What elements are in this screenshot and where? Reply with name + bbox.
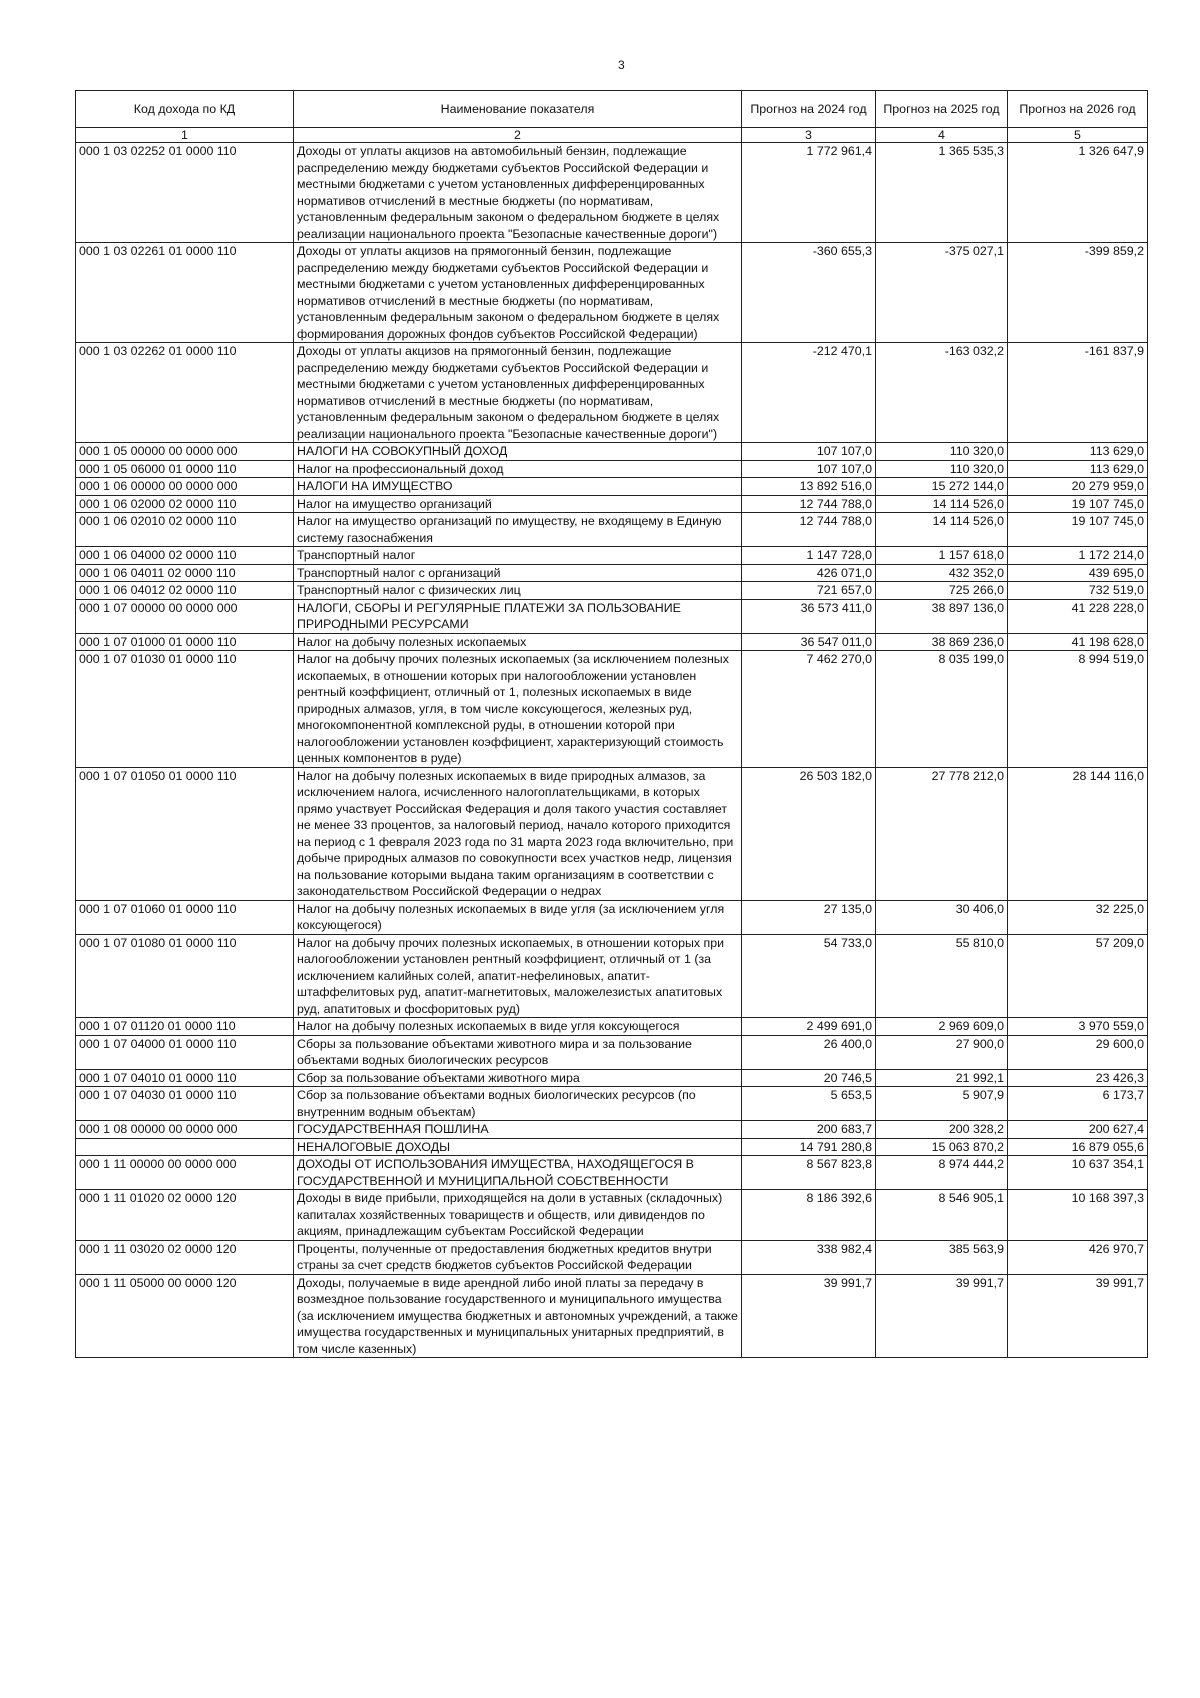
row-value-2025: 385 563,9 bbox=[876, 1240, 1008, 1274]
row-value-2024: 107 107,0 bbox=[742, 443, 876, 461]
table-row bbox=[76, 513, 1148, 547]
row-code: 000 1 06 04012 02 0000 110 bbox=[76, 582, 294, 600]
row-name: Сбор за пользование объектами водных биологических ресурсов (по внутренним водным объектам) bbox=[294, 1087, 742, 1121]
row-code: 000 1 06 04011 02 0000 110 bbox=[76, 564, 294, 582]
row-value-2025: 1 157 618,0 bbox=[876, 547, 1008, 565]
table-row bbox=[76, 934, 1148, 1018]
table-row bbox=[76, 599, 1148, 633]
row-value-2024: 26 400,0 bbox=[742, 1035, 876, 1069]
row-code: 000 1 07 04030 01 0000 110 bbox=[76, 1087, 294, 1121]
column-number: 3 bbox=[742, 128, 876, 143]
row-value-2025: 1 365 535,3 bbox=[876, 143, 1008, 243]
row-value-2026: 10 168 397,3 bbox=[1008, 1190, 1148, 1241]
column-number: 5 bbox=[1008, 128, 1148, 143]
row-value-2024: 12 744 788,0 bbox=[742, 495, 876, 513]
row-value-2024: 1 147 728,0 bbox=[742, 547, 876, 565]
row-name: Доходы, получаемые в виде арендной либо иной платы за передачу в возмездное пользование государственного и муниципального имущества (за исключением имущества бюджетных и автономных учреждений, а также имущества государственных и муниципальных унитарных предприятий, в том числе казенных) bbox=[294, 1274, 742, 1358]
table-row bbox=[76, 651, 1148, 768]
row-value-2025: 38 897 136,0 bbox=[876, 599, 1008, 633]
row-value-2025: 14 114 526,0 bbox=[876, 513, 1008, 547]
row-value-2024: 39 991,7 bbox=[742, 1274, 876, 1358]
row-value-2026: 29 600,0 bbox=[1008, 1035, 1148, 1069]
table-row bbox=[76, 143, 1148, 243]
row-code: 000 1 08 00000 00 0000 000 bbox=[76, 1121, 294, 1139]
row-value-2026: -399 859,2 bbox=[1008, 243, 1148, 343]
table-row bbox=[76, 900, 1148, 934]
row-value-2024: 7 462 270,0 bbox=[742, 651, 876, 768]
row-value-2025: 38 869 236,0 bbox=[876, 633, 1008, 651]
row-value-2026: 113 629,0 bbox=[1008, 443, 1148, 461]
row-value-2026: 28 144 116,0 bbox=[1008, 767, 1148, 900]
row-code: 000 1 05 00000 00 0000 000 bbox=[76, 443, 294, 461]
row-code: 000 1 07 01000 01 0000 110 bbox=[76, 633, 294, 651]
row-name: Доходы от уплаты акцизов на прямогонный бензин, подлежащие распределению между бюджетами субъектов Российской Федерации и местными бюджетами с учетом установленных дифференцированных нормативов отчислений в местные бюджеты (по нормативам, установленным федеральным законом о федеральном бюджете в целях реализации национального проекта "Безопасные качественные дороги") bbox=[294, 343, 742, 443]
row-code: 000 1 06 04000 02 0000 110 bbox=[76, 547, 294, 565]
row-value-2024: 27 135,0 bbox=[742, 900, 876, 934]
row-value-2025: 55 810,0 bbox=[876, 934, 1008, 1018]
row-value-2025: 200 328,2 bbox=[876, 1121, 1008, 1139]
row-value-2026: 1 326 647,9 bbox=[1008, 143, 1148, 243]
row-value-2026: 10 637 354,1 bbox=[1008, 1156, 1148, 1190]
table-row bbox=[76, 1240, 1148, 1274]
row-name: Доходы от уплаты акцизов на автомобильный бензин, подлежащие распределению между бюджетами субъектов Российской Федерации и местными бюджетами с учетом установленных дифференцированных нормативов отчислений в местные бюджеты (по нормативам, установленным федеральным законом о федеральном бюджете в целях реализации национального проекта "Безопасные качественные дороги") bbox=[294, 143, 742, 243]
row-value-2025: 432 352,0 bbox=[876, 564, 1008, 582]
row-name: Налог на добычу прочих полезных ископаемых (за исключением полезных ископаемых, в отношении которых при налогообложении установлен рентный коэффициент, отличный от 1, полезных ископаемых в виде природных алмазов, угля, в том числе коксующегося, железных руд, многокомпонентной комплексной руды, в отношении которой при налогообложении установлен коэффициент, характеризующий стоимость ценных компонентов в руде) bbox=[294, 651, 742, 768]
row-code: 000 1 07 01030 01 0000 110 bbox=[76, 651, 294, 768]
row-value-2026: 16 879 055,6 bbox=[1008, 1138, 1148, 1156]
row-value-2026: 1 172 214,0 bbox=[1008, 547, 1148, 565]
row-value-2025: 8 035 199,0 bbox=[876, 651, 1008, 768]
table-row bbox=[76, 582, 1148, 600]
row-value-2025: 15 063 870,2 bbox=[876, 1138, 1008, 1156]
row-code: 000 1 07 01120 01 0000 110 bbox=[76, 1018, 294, 1036]
row-value-2025: -375 027,1 bbox=[876, 243, 1008, 343]
row-value-2026: 19 107 745,0 bbox=[1008, 513, 1148, 547]
row-value-2024: -212 470,1 bbox=[742, 343, 876, 443]
table-row bbox=[76, 460, 1148, 478]
row-value-2026: 426 970,7 bbox=[1008, 1240, 1148, 1274]
row-code bbox=[76, 1138, 294, 1156]
row-value-2026: 113 629,0 bbox=[1008, 460, 1148, 478]
column-number: 2 bbox=[294, 128, 742, 143]
row-name: Налог на добычу полезных ископаемых bbox=[294, 633, 742, 651]
row-code: 000 1 11 03020 02 0000 120 bbox=[76, 1240, 294, 1274]
table-row bbox=[76, 1018, 1148, 1036]
column-number-row bbox=[76, 128, 1148, 143]
row-value-2025: 39 991,7 bbox=[876, 1274, 1008, 1358]
row-code: 000 1 07 01060 01 0000 110 bbox=[76, 900, 294, 934]
row-name: Налог на добычу полезных ископаемых в виде угля коксующегося bbox=[294, 1018, 742, 1036]
table-row bbox=[76, 1069, 1148, 1087]
row-name: Транспортный налог bbox=[294, 547, 742, 565]
row-value-2025: 27 900,0 bbox=[876, 1035, 1008, 1069]
row-value-2026: -161 837,9 bbox=[1008, 343, 1148, 443]
row-value-2024: 5 653,5 bbox=[742, 1087, 876, 1121]
row-value-2026: 19 107 745,0 bbox=[1008, 495, 1148, 513]
row-code: 000 1 03 02252 01 0000 110 bbox=[76, 143, 294, 243]
row-value-2024: 338 982,4 bbox=[742, 1240, 876, 1274]
row-name: НАЛОГИ НА СОВОКУПНЫЙ ДОХОД bbox=[294, 443, 742, 461]
row-code: 000 1 07 01050 01 0000 110 bbox=[76, 767, 294, 900]
row-value-2025: 8 546 905,1 bbox=[876, 1190, 1008, 1241]
row-value-2024: 14 791 280,8 bbox=[742, 1138, 876, 1156]
row-value-2025: 14 114 526,0 bbox=[876, 495, 1008, 513]
row-code: 000 1 07 00000 00 0000 000 bbox=[76, 599, 294, 633]
row-value-2024: 8 567 823,8 bbox=[742, 1156, 876, 1190]
row-name: ДОХОДЫ ОТ ИСПОЛЬЗОВАНИЯ ИМУЩЕСТВА, НАХОДЯЩЕГОСЯ В ГОСУДАРСТВЕННОЙ И МУНИЦИПАЛЬНОЙ СОБСТВЕННОСТИ bbox=[294, 1156, 742, 1190]
row-code: 000 1 06 02010 02 0000 110 bbox=[76, 513, 294, 547]
row-name: Налог на добычу полезных ископаемых в виде природных алмазов, за исключением налога, исчисленного налогоплательщиками, в которых прямо участвует Российская Федерация и доля такого участия составляет не менее 33 процентов, за налоговый период, начало которого приходится на период с 1 февраля 2023 года по 31 марта 2023 года включительно, при добыче природных алмазов по совокупности всех участков недр, лицензия на пользование которыми выдана таким организациям в соответствии с законодательством Российской Федерации о недрах bbox=[294, 767, 742, 900]
row-value-2025: 15 272 144,0 bbox=[876, 478, 1008, 496]
row-value-2024: 26 503 182,0 bbox=[742, 767, 876, 900]
row-name: Доходы в виде прибыли, приходящейся на доли в уставных (складочных) капиталах хозяйственных товариществ и обществ, или дивидендов по акциям, принадлежащим субъектам Российской Федерации bbox=[294, 1190, 742, 1241]
row-name: Налог на добычу прочих полезных ископаемых, в отношении которых при налогообложении установлен рентный коэффициент, отличный от 1 (за исключением калийных солей, апатит-нефелиновых, апатит-штаффелитовых руд, апатит-магнетитовых, маложелезистых апатитовых руд, апатитовых и фосфоритовых руд) bbox=[294, 934, 742, 1018]
table-row bbox=[76, 478, 1148, 496]
row-name: Сбор за пользование объектами животного мира bbox=[294, 1069, 742, 1087]
table-row bbox=[76, 633, 1148, 651]
column-number: 1 bbox=[76, 128, 294, 143]
row-name: НАЛОГИ, СБОРЫ И РЕГУЛЯРНЫЕ ПЛАТЕЖИ ЗА ПОЛЬЗОВАНИЕ ПРИРОДНЫМИ РЕСУРСАМИ bbox=[294, 599, 742, 633]
row-value-2026: 57 209,0 bbox=[1008, 934, 1148, 1018]
header-row bbox=[76, 91, 1148, 128]
row-value-2026: 3 970 559,0 bbox=[1008, 1018, 1148, 1036]
row-value-2025: 5 907,9 bbox=[876, 1087, 1008, 1121]
row-name: ГОСУДАРСТВЕННАЯ ПОШЛИНА bbox=[294, 1121, 742, 1139]
row-name: Налог на имущество организаций по имуществу, не входящему в Единую систему газоснабжения bbox=[294, 513, 742, 547]
row-value-2024: -360 655,3 bbox=[742, 243, 876, 343]
row-code: 000 1 05 06000 01 0000 110 bbox=[76, 460, 294, 478]
row-code: 000 1 11 01020 02 0000 120 bbox=[76, 1190, 294, 1241]
row-value-2024: 12 744 788,0 bbox=[742, 513, 876, 547]
row-value-2026: 20 279 959,0 bbox=[1008, 478, 1148, 496]
row-value-2024: 13 892 516,0 bbox=[742, 478, 876, 496]
row-value-2026: 41 228 228,0 bbox=[1008, 599, 1148, 633]
row-name: Транспортный налог с организаций bbox=[294, 564, 742, 582]
row-value-2024: 36 547 011,0 bbox=[742, 633, 876, 651]
table-row bbox=[76, 1190, 1148, 1241]
row-name: Доходы от уплаты акцизов на прямогонный бензин, подлежащие распределению между бюджетами субъектов Российской Федерации и местными бюджетами с учетом установленных дифференцированных нормативов отчислений в местные бюджеты (по нормативам, установленным федеральным законом о федеральном бюджете в целях формирования дорожных фондов субъектов Российской Федерации) bbox=[294, 243, 742, 343]
table-row bbox=[76, 443, 1148, 461]
row-value-2026: 6 173,7 bbox=[1008, 1087, 1148, 1121]
row-name: Налог на добычу полезных ископаемых в виде угля (за исключением угля коксующегося) bbox=[294, 900, 742, 934]
page-number: 3 bbox=[618, 58, 625, 72]
row-value-2025: 8 974 444,2 bbox=[876, 1156, 1008, 1190]
row-value-2025: 27 778 212,0 bbox=[876, 767, 1008, 900]
row-value-2026: 32 225,0 bbox=[1008, 900, 1148, 934]
column-number: 4 bbox=[876, 128, 1008, 143]
row-value-2024: 200 683,7 bbox=[742, 1121, 876, 1139]
table-row bbox=[76, 1035, 1148, 1069]
row-code: 000 1 06 00000 00 0000 000 bbox=[76, 478, 294, 496]
header-2025: Прогноз на 2025 год bbox=[876, 91, 1008, 128]
row-name: Налог на имущество организаций bbox=[294, 495, 742, 513]
row-value-2024: 36 573 411,0 bbox=[742, 599, 876, 633]
row-value-2025: 110 320,0 bbox=[876, 460, 1008, 478]
table-row bbox=[76, 767, 1148, 900]
row-value-2024: 107 107,0 bbox=[742, 460, 876, 478]
row-value-2025: 2 969 609,0 bbox=[876, 1018, 1008, 1036]
row-value-2024: 20 746,5 bbox=[742, 1069, 876, 1087]
row-value-2026: 39 991,7 bbox=[1008, 1274, 1148, 1358]
table-row bbox=[76, 1087, 1148, 1121]
row-name: Сборы за пользование объектами животного мира и за пользование объектами водных биологических ресурсов bbox=[294, 1035, 742, 1069]
row-code: 000 1 06 02000 02 0000 110 bbox=[76, 495, 294, 513]
row-value-2026: 200 627,4 bbox=[1008, 1121, 1148, 1139]
row-value-2024: 1 772 961,4 bbox=[742, 143, 876, 243]
row-value-2026: 41 198 628,0 bbox=[1008, 633, 1148, 651]
row-code: 000 1 03 02261 01 0000 110 bbox=[76, 243, 294, 343]
table-row bbox=[76, 1156, 1148, 1190]
row-code: 000 1 11 00000 00 0000 000 bbox=[76, 1156, 294, 1190]
header-code: Код дохода по КД bbox=[76, 91, 294, 128]
table-row bbox=[76, 547, 1148, 565]
row-name: Транспортный налог с физических лиц bbox=[294, 582, 742, 600]
row-code: 000 1 07 01080 01 0000 110 bbox=[76, 934, 294, 1018]
table-row bbox=[76, 495, 1148, 513]
row-name: НЕНАЛОГОВЫЕ ДОХОДЫ bbox=[294, 1138, 742, 1156]
row-name: Проценты, полученные от предоставления бюджетных кредитов внутри страны за счет средств бюджетов субъектов Российской Федерации bbox=[294, 1240, 742, 1274]
row-code: 000 1 11 05000 00 0000 120 bbox=[76, 1274, 294, 1358]
header-2024: Прогноз на 2024 год bbox=[742, 91, 876, 128]
row-value-2024: 426 071,0 bbox=[742, 564, 876, 582]
table-row bbox=[76, 243, 1148, 343]
table-row bbox=[76, 343, 1148, 443]
row-name: НАЛОГИ НА ИМУЩЕСТВО bbox=[294, 478, 742, 496]
row-name: Налог на профессиональный доход bbox=[294, 460, 742, 478]
row-value-2026: 8 994 519,0 bbox=[1008, 651, 1148, 768]
row-value-2024: 721 657,0 bbox=[742, 582, 876, 600]
row-value-2024: 8 186 392,6 bbox=[742, 1190, 876, 1241]
row-code: 000 1 03 02262 01 0000 110 bbox=[76, 343, 294, 443]
row-value-2026: 732 519,0 bbox=[1008, 582, 1148, 600]
table-row bbox=[76, 564, 1148, 582]
row-value-2025: 725 266,0 bbox=[876, 582, 1008, 600]
row-value-2026: 23 426,3 bbox=[1008, 1069, 1148, 1087]
row-value-2024: 54 733,0 bbox=[742, 934, 876, 1018]
row-value-2026: 439 695,0 bbox=[1008, 564, 1148, 582]
table-row bbox=[76, 1121, 1148, 1139]
revenue-forecast-table bbox=[75, 90, 1148, 1358]
row-code: 000 1 07 04000 01 0000 110 bbox=[76, 1035, 294, 1069]
table-row bbox=[76, 1138, 1148, 1156]
row-code: 000 1 07 04010 01 0000 110 bbox=[76, 1069, 294, 1087]
row-value-2025: 110 320,0 bbox=[876, 443, 1008, 461]
header-name: Наименование показателя bbox=[294, 91, 742, 128]
row-value-2024: 2 499 691,0 bbox=[742, 1018, 876, 1036]
header-2026: Прогноз на 2026 год bbox=[1008, 91, 1148, 128]
row-value-2025: 30 406,0 bbox=[876, 900, 1008, 934]
row-value-2025: -163 032,2 bbox=[876, 343, 1008, 443]
table-row bbox=[76, 1274, 1148, 1358]
row-value-2025: 21 992,1 bbox=[876, 1069, 1008, 1087]
